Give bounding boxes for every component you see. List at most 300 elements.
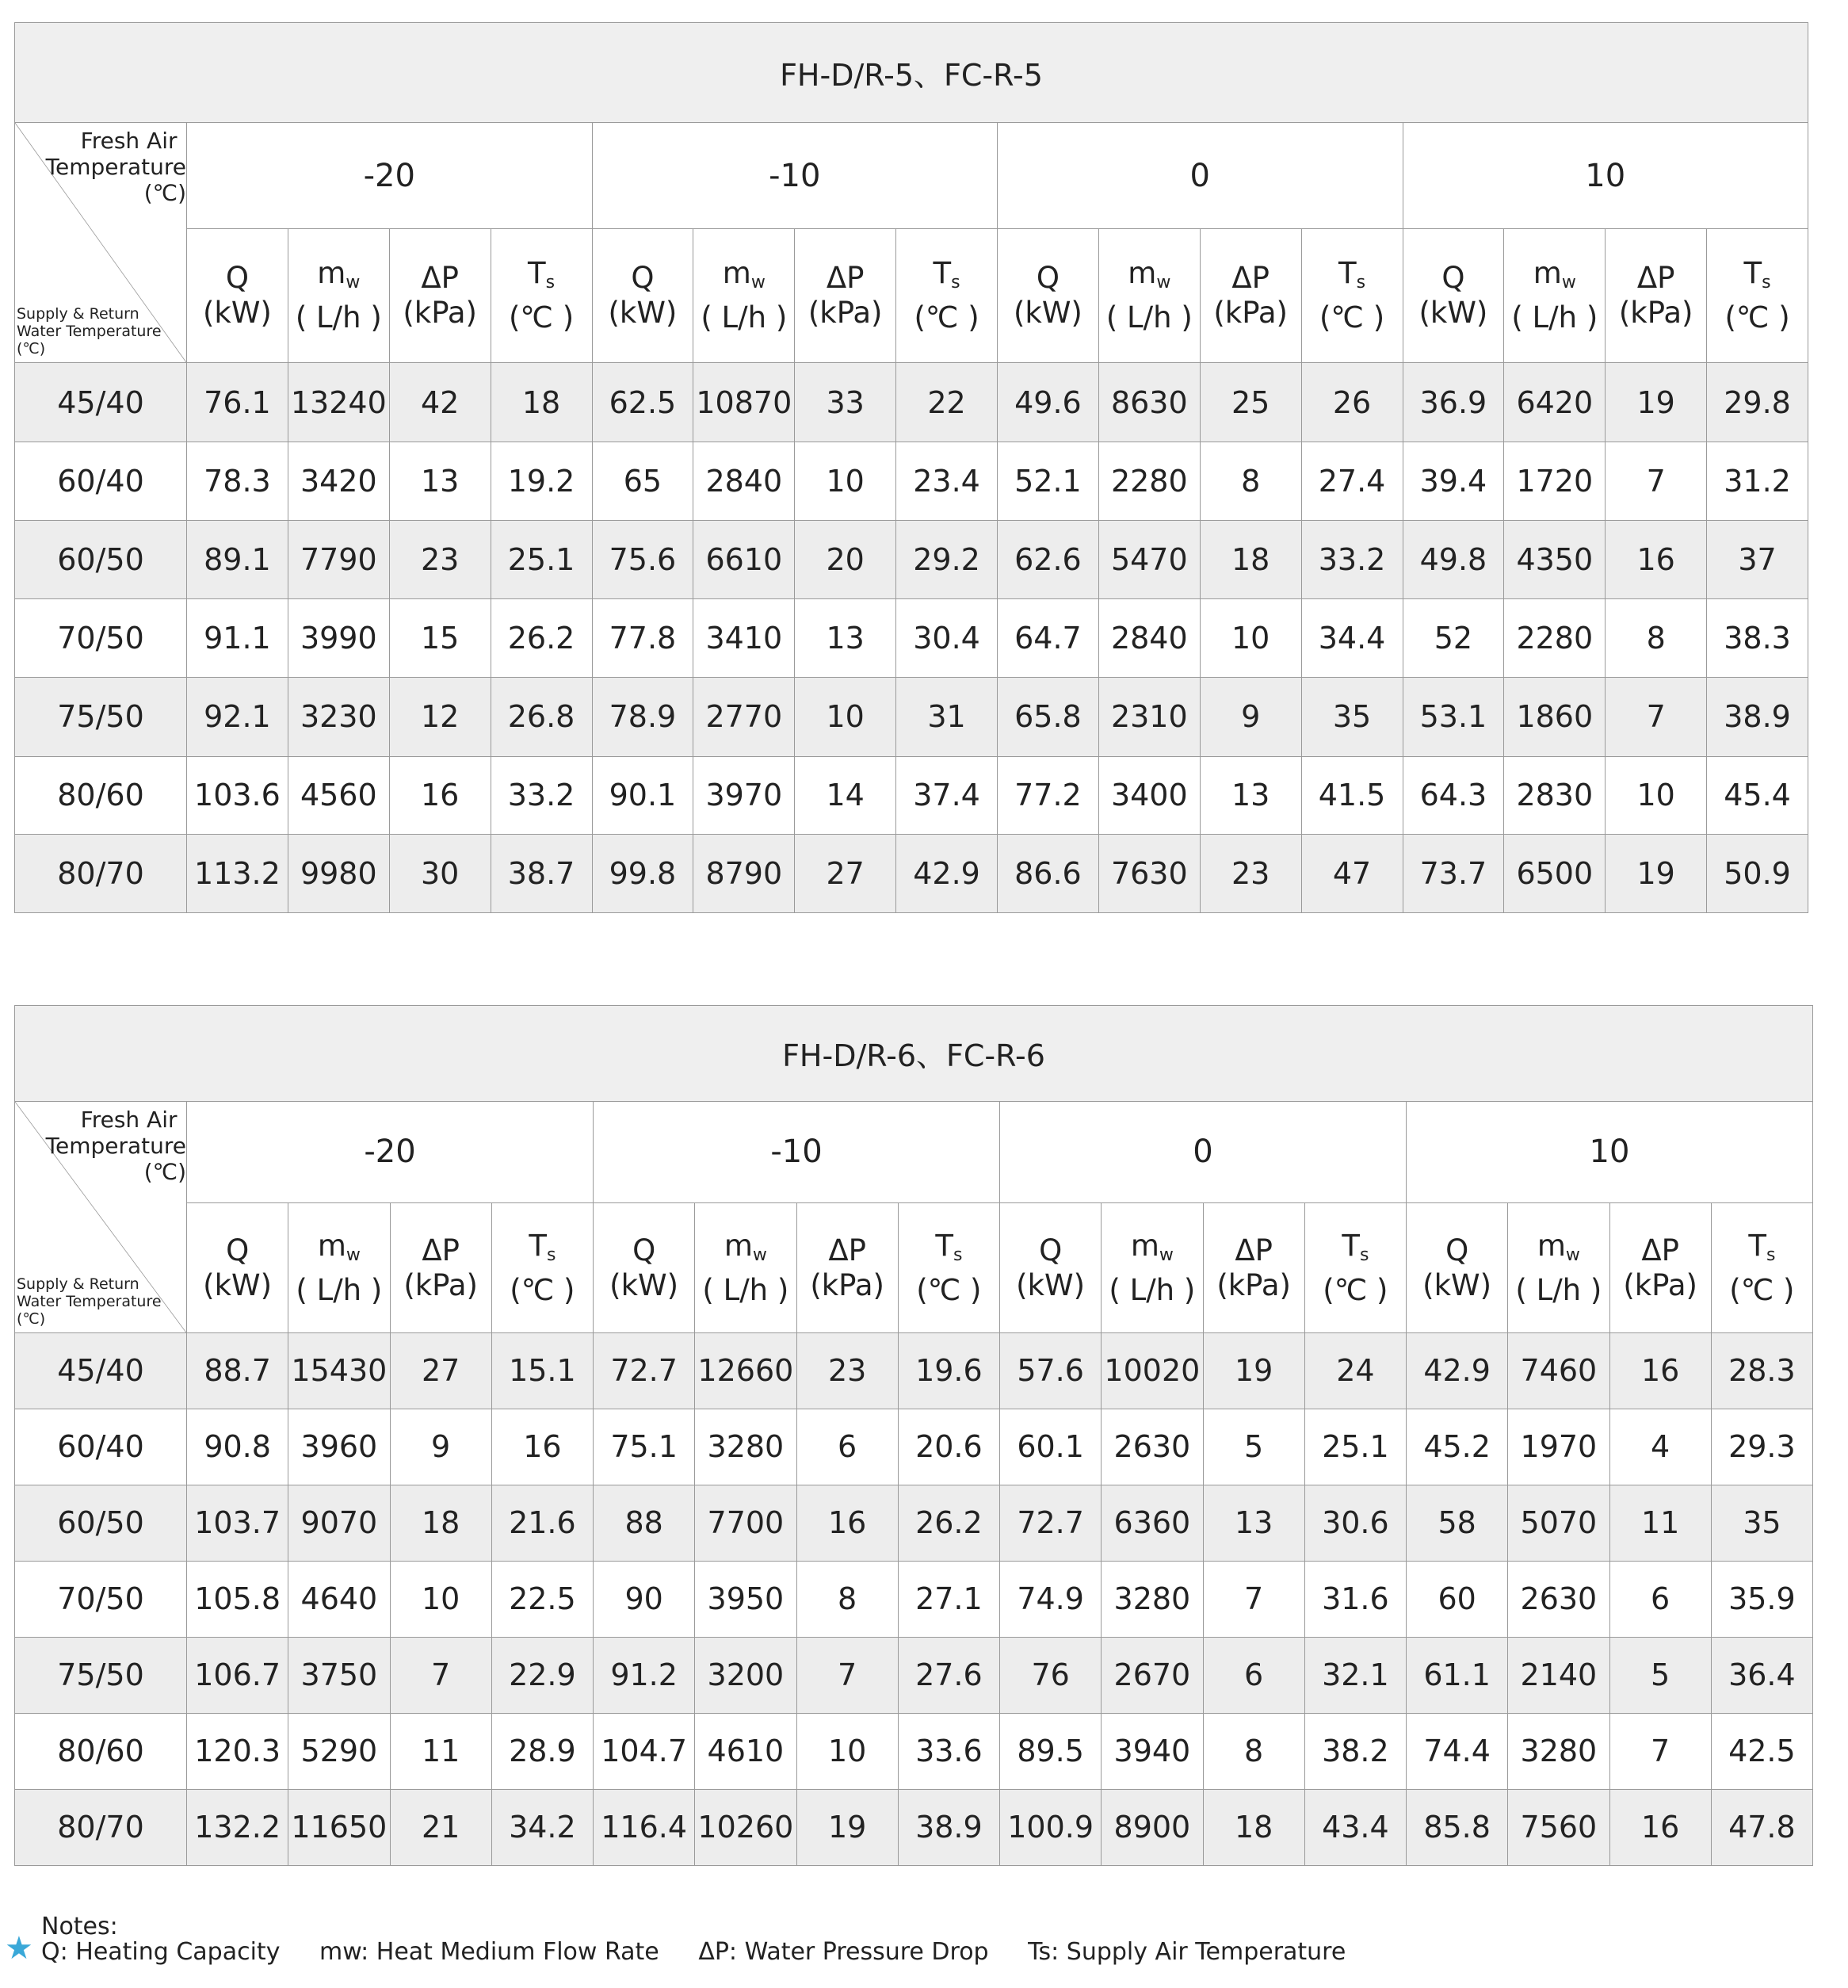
star-icon: ★ bbox=[5, 1930, 33, 1967]
col-dp-unit: (kPa) bbox=[403, 296, 477, 331]
table-title: FH-D/R-5、FC-R-5 bbox=[15, 23, 1808, 123]
table-cell: 19 bbox=[1606, 363, 1707, 442]
table-cell: 16 bbox=[491, 1409, 593, 1485]
table-cell: 105.8 bbox=[187, 1561, 288, 1637]
table-cell: 22 bbox=[896, 363, 998, 442]
table-cell: 4560 bbox=[288, 756, 389, 835]
table-cell: 28.9 bbox=[491, 1713, 593, 1789]
col-dp-unit: (kPa) bbox=[1623, 1267, 1697, 1302]
table-cell: 29.3 bbox=[1711, 1409, 1812, 1485]
col-ts-sub: s bbox=[953, 1244, 963, 1265]
column-header-ts bbox=[491, 1203, 593, 1332]
col-mw-sub: w bbox=[1561, 273, 1576, 293]
table-cell: 85.8 bbox=[1407, 1789, 1508, 1865]
table-cell: 9980 bbox=[288, 835, 389, 913]
table-cell: 25.1 bbox=[491, 520, 592, 599]
table-cell: 35 bbox=[1711, 1485, 1812, 1561]
column-header-ts bbox=[1707, 229, 1808, 363]
table-cell: 5070 bbox=[1508, 1485, 1609, 1561]
table-cell: 10260 bbox=[695, 1789, 796, 1865]
col-mw-label: m bbox=[1533, 256, 1562, 291]
table-cell: 31.2 bbox=[1707, 442, 1808, 520]
col-mw-label: m bbox=[724, 1228, 753, 1263]
col-mw-unit: ( L/h ) bbox=[1511, 300, 1598, 335]
table-cell: 7 bbox=[1606, 442, 1707, 520]
table-row bbox=[15, 1485, 1813, 1561]
col-q-label: Q bbox=[1441, 261, 1465, 296]
col-dp-label: ΔP bbox=[1641, 1233, 1679, 1267]
table-cell: 92.1 bbox=[187, 677, 288, 756]
table-cell: 7 bbox=[1609, 1713, 1711, 1789]
table-row bbox=[15, 1789, 1813, 1865]
table-cell: 7790 bbox=[288, 520, 389, 599]
supply-return-label bbox=[17, 1275, 162, 1328]
table-cell: 47 bbox=[1301, 835, 1403, 913]
col-ts-sub: s bbox=[545, 273, 556, 293]
table-cell: 23 bbox=[796, 1332, 898, 1409]
col-mw-unit: ( L/h ) bbox=[701, 300, 788, 335]
table-cell: 3200 bbox=[695, 1637, 796, 1713]
col-dp-unit: (kPa) bbox=[808, 296, 883, 331]
table-cell: 5290 bbox=[288, 1713, 390, 1789]
table-cell: 58 bbox=[1407, 1485, 1508, 1561]
table-cell: 37.4 bbox=[896, 756, 998, 835]
col-q-label: Q bbox=[631, 261, 655, 296]
row-label: 60/50 bbox=[15, 520, 187, 599]
table-cell: 19 bbox=[1203, 1332, 1304, 1409]
table-cell: 7630 bbox=[1098, 835, 1200, 913]
col-ts-unit: (℃ ) bbox=[914, 300, 979, 335]
table-cell: 64.3 bbox=[1403, 756, 1504, 835]
table-cell: 31.6 bbox=[1304, 1561, 1406, 1637]
column-header-ts bbox=[1301, 229, 1403, 363]
table-cell: 91.2 bbox=[594, 1637, 695, 1713]
col-q-unit: (kW) bbox=[609, 1267, 679, 1302]
table-cell: 33.6 bbox=[898, 1713, 999, 1789]
col-dp-label: ΔP bbox=[421, 261, 459, 296]
column-header-q bbox=[187, 229, 288, 363]
table-cell: 18 bbox=[390, 1485, 491, 1561]
table-cell: 8 bbox=[1200, 442, 1301, 520]
table-cell: 3420 bbox=[288, 442, 389, 520]
col-ts-unit: (℃ ) bbox=[1323, 1272, 1388, 1307]
table-cell: 19 bbox=[796, 1789, 898, 1865]
table-cell: 89.1 bbox=[187, 520, 288, 599]
col-q-label: Q bbox=[1039, 1233, 1063, 1267]
table-cell: 6360 bbox=[1102, 1485, 1203, 1561]
table-cell: 2140 bbox=[1508, 1637, 1609, 1713]
col-mw-unit: ( L/h ) bbox=[295, 300, 382, 335]
table-cell: 13 bbox=[389, 442, 491, 520]
col-dp-label: ΔP bbox=[1636, 261, 1675, 296]
col-mw-unit: ( L/h ) bbox=[702, 1272, 789, 1307]
table-cell: 10020 bbox=[1102, 1332, 1203, 1409]
table-cell: 78.9 bbox=[592, 677, 693, 756]
table-cell: 18 bbox=[491, 363, 592, 442]
table-cell: 19.2 bbox=[491, 442, 592, 520]
table-cell: 10 bbox=[796, 1713, 898, 1789]
col-mw-sub: w bbox=[346, 273, 361, 293]
table-cell: 74.9 bbox=[1000, 1561, 1102, 1637]
table-cell: 53.1 bbox=[1403, 677, 1504, 756]
table-cell: 76 bbox=[1000, 1637, 1102, 1713]
col-q-unit: (kW) bbox=[1422, 1267, 1492, 1302]
table-cell: 72.7 bbox=[1000, 1485, 1102, 1561]
table-cell: 25 bbox=[1200, 363, 1301, 442]
table-cell: 26 bbox=[1301, 363, 1403, 442]
row-label: 80/60 bbox=[15, 756, 187, 835]
table-cell: 29.2 bbox=[896, 520, 998, 599]
air-temp-header: 10 bbox=[1403, 123, 1808, 229]
table-cell: 27.6 bbox=[898, 1637, 999, 1713]
air-temp-header: -20 bbox=[187, 123, 593, 229]
note-item: mw: Heat Medium Flow Rate bbox=[319, 1938, 659, 1966]
table-cell: 2770 bbox=[693, 677, 795, 756]
table-cell: 120.3 bbox=[187, 1713, 288, 1789]
table-cell: 3750 bbox=[288, 1637, 390, 1713]
table-cell: 11 bbox=[390, 1713, 491, 1789]
table-cell: 116.4 bbox=[594, 1789, 695, 1865]
col-mw-sub: w bbox=[1565, 1244, 1580, 1265]
table-cell: 19.6 bbox=[898, 1332, 999, 1409]
table-title: FH-D/R-6、FC-R-6 bbox=[15, 1006, 1813, 1102]
table-cell: 42.5 bbox=[1711, 1713, 1812, 1789]
performance-table-1 bbox=[14, 22, 1808, 913]
column-header-ts bbox=[491, 229, 592, 363]
supply-line-3: (℃) bbox=[17, 340, 46, 358]
col-dp-label: ΔP bbox=[1235, 1233, 1273, 1267]
col-q-unit: (kW) bbox=[608, 296, 678, 331]
table-cell: 3970 bbox=[693, 756, 795, 835]
table-cell: 39.4 bbox=[1403, 442, 1504, 520]
table-cell: 2830 bbox=[1504, 756, 1606, 835]
table-cell: 23 bbox=[1200, 835, 1301, 913]
column-header-q bbox=[1403, 229, 1504, 363]
table-cell: 29.8 bbox=[1707, 363, 1808, 442]
table-cell: 21 bbox=[390, 1789, 491, 1865]
table-cell: 24 bbox=[1304, 1332, 1406, 1409]
table-cell: 22.9 bbox=[491, 1637, 593, 1713]
table-cell: 2840 bbox=[693, 442, 795, 520]
table-cell: 3990 bbox=[288, 599, 389, 678]
column-header-mw bbox=[695, 1203, 796, 1332]
table-cell: 113.2 bbox=[187, 835, 288, 913]
col-q-unit: (kW) bbox=[1418, 296, 1488, 331]
column-header-dp bbox=[1200, 229, 1301, 363]
row-label: 60/40 bbox=[15, 442, 187, 520]
table-cell: 4 bbox=[1609, 1409, 1711, 1485]
table-row bbox=[15, 599, 1808, 678]
table-cell: 10 bbox=[390, 1561, 491, 1637]
table-cell: 23.4 bbox=[896, 442, 998, 520]
column-header-ts bbox=[896, 229, 998, 363]
table-row bbox=[15, 677, 1808, 756]
fresh-air-line-1: Fresh Air bbox=[80, 128, 178, 155]
table-cell: 16 bbox=[796, 1485, 898, 1561]
table-cell: 15.1 bbox=[491, 1332, 593, 1409]
note-item: ΔP: Water Pressure Drop bbox=[698, 1938, 989, 1966]
table-cell: 42.9 bbox=[1407, 1332, 1508, 1409]
table-cell: 2280 bbox=[1098, 442, 1200, 520]
table-row bbox=[15, 363, 1808, 442]
table-cell: 12 bbox=[389, 677, 491, 756]
col-ts-unit: (℃ ) bbox=[510, 1272, 575, 1307]
col-q-label: Q bbox=[226, 1233, 250, 1267]
table-cell: 4610 bbox=[695, 1713, 796, 1789]
column-header-q bbox=[1000, 1203, 1102, 1332]
note-item: Q: Heating Capacity bbox=[41, 1938, 281, 1966]
col-dp-unit: (kPa) bbox=[1213, 296, 1288, 331]
table-cell: 62.6 bbox=[998, 520, 1099, 599]
col-ts-sub: s bbox=[951, 273, 960, 293]
table-cell: 7560 bbox=[1508, 1789, 1609, 1865]
table-cell: 3960 bbox=[288, 1409, 390, 1485]
table-cell: 43.4 bbox=[1304, 1789, 1406, 1865]
table-cell: 6 bbox=[796, 1409, 898, 1485]
column-header-mw bbox=[693, 229, 795, 363]
col-q-label: Q bbox=[632, 1233, 656, 1267]
table-cell: 52 bbox=[1403, 599, 1504, 678]
table-cell: 4640 bbox=[288, 1561, 390, 1637]
table-cell: 75.6 bbox=[592, 520, 693, 599]
col-mw-label: m bbox=[1130, 1228, 1159, 1263]
col-dp-label: ΔP bbox=[1231, 261, 1270, 296]
table-cell: 76.1 bbox=[187, 363, 288, 442]
col-mw-sub: w bbox=[752, 1244, 767, 1265]
table-cell: 7 bbox=[390, 1637, 491, 1713]
table-cell: 10 bbox=[795, 442, 896, 520]
table-cell: 30.4 bbox=[896, 599, 998, 678]
table-cell: 2630 bbox=[1508, 1561, 1609, 1637]
table-cell: 3400 bbox=[1098, 756, 1200, 835]
table-cell: 1720 bbox=[1504, 442, 1606, 520]
table-cell: 22.5 bbox=[491, 1561, 593, 1637]
row-label: 45/40 bbox=[15, 1332, 187, 1409]
table-cell: 26.2 bbox=[491, 599, 592, 678]
table-cell: 47.8 bbox=[1711, 1789, 1812, 1865]
fresh-air-label bbox=[46, 128, 186, 206]
row-label: 45/40 bbox=[15, 363, 187, 442]
col-mw-sub: w bbox=[346, 1244, 361, 1265]
table-cell: 16 bbox=[389, 756, 491, 835]
col-ts-unit: (℃ ) bbox=[1724, 300, 1790, 335]
table-cell: 31 bbox=[896, 677, 998, 756]
table-cell: 62.5 bbox=[592, 363, 693, 442]
col-q-unit: (kW) bbox=[203, 1267, 273, 1302]
fresh-air-line-2: Temperature bbox=[45, 1132, 186, 1159]
col-q-label: Q bbox=[1445, 1233, 1469, 1267]
air-temp-header: 0 bbox=[998, 123, 1403, 229]
table-cell: 3940 bbox=[1102, 1713, 1203, 1789]
table-cell: 6 bbox=[1203, 1637, 1304, 1713]
table-row bbox=[15, 1561, 1813, 1637]
table-cell: 42.9 bbox=[896, 835, 998, 913]
table-cell: 88.7 bbox=[187, 1332, 288, 1409]
column-header-dp bbox=[1203, 1203, 1304, 1332]
column-header-mw bbox=[288, 1203, 390, 1332]
col-ts-unit: (℃ ) bbox=[916, 1272, 982, 1307]
col-mw-unit: ( L/h ) bbox=[1105, 300, 1193, 335]
table-cell: 52.1 bbox=[998, 442, 1099, 520]
table-cell: 73.7 bbox=[1403, 835, 1504, 913]
table-cell: 28.3 bbox=[1711, 1332, 1812, 1409]
air-temp-header: -10 bbox=[594, 1101, 1000, 1203]
table-row bbox=[15, 835, 1808, 913]
table-cell: 60.1 bbox=[1000, 1409, 1102, 1485]
table-cell: 38.7 bbox=[491, 835, 592, 913]
table-cell: 49.6 bbox=[998, 363, 1099, 442]
header-corner bbox=[15, 123, 187, 363]
table-cell: 5470 bbox=[1098, 520, 1200, 599]
table-cell: 4350 bbox=[1504, 520, 1606, 599]
table-cell: 21.6 bbox=[491, 1485, 593, 1561]
table-cell: 90.1 bbox=[592, 756, 693, 835]
table-cell: 8 bbox=[796, 1561, 898, 1637]
table-cell: 37 bbox=[1707, 520, 1808, 599]
table-row bbox=[15, 1713, 1813, 1789]
table-cell: 3280 bbox=[1508, 1713, 1609, 1789]
col-q-label: Q bbox=[1036, 261, 1060, 296]
col-mw-label: m bbox=[1128, 256, 1157, 291]
table-cell: 103.6 bbox=[187, 756, 288, 835]
table-cell: 41.5 bbox=[1301, 756, 1403, 835]
col-mw-unit: ( L/h ) bbox=[1515, 1272, 1602, 1307]
table-cell: 77.2 bbox=[998, 756, 1099, 835]
table-cell: 30 bbox=[389, 835, 491, 913]
table-cell: 65 bbox=[592, 442, 693, 520]
col-q-label: Q bbox=[225, 261, 249, 296]
table-cell: 8 bbox=[1606, 599, 1707, 678]
table-row bbox=[15, 1409, 1813, 1485]
col-mw-label: m bbox=[317, 256, 346, 291]
table-cell: 5 bbox=[1203, 1409, 1304, 1485]
table-cell: 34.2 bbox=[491, 1789, 593, 1865]
table-cell: 99.8 bbox=[592, 835, 693, 913]
table-row bbox=[15, 442, 1808, 520]
table-cell: 16 bbox=[1606, 520, 1707, 599]
column-header-q bbox=[187, 1203, 288, 1332]
table-cell: 6500 bbox=[1504, 835, 1606, 913]
table-cell: 14 bbox=[795, 756, 896, 835]
table-cell: 27.4 bbox=[1301, 442, 1403, 520]
column-header-dp bbox=[1609, 1203, 1711, 1332]
col-ts-label: T bbox=[1743, 256, 1762, 291]
table-cell: 64.7 bbox=[998, 599, 1099, 678]
column-header-q bbox=[594, 1203, 695, 1332]
table-cell: 34.4 bbox=[1301, 599, 1403, 678]
table-cell: 7 bbox=[1203, 1561, 1304, 1637]
table-cell: 33.2 bbox=[1301, 520, 1403, 599]
table-cell: 65.8 bbox=[998, 677, 1099, 756]
col-dp-unit: (kPa) bbox=[403, 1267, 478, 1302]
column-header-dp bbox=[796, 1203, 898, 1332]
air-temp-header: 0 bbox=[1000, 1101, 1407, 1203]
col-ts-label: T bbox=[1342, 1228, 1360, 1263]
table-cell: 86.6 bbox=[998, 835, 1099, 913]
header-corner bbox=[15, 1101, 187, 1332]
supply-line-1: Supply & Return bbox=[17, 1275, 139, 1293]
table-cell: 10870 bbox=[693, 363, 795, 442]
table-cell: 42 bbox=[389, 363, 491, 442]
col-q-unit: (kW) bbox=[1013, 296, 1082, 331]
table-cell: 3280 bbox=[1102, 1561, 1203, 1637]
row-label: 80/60 bbox=[15, 1713, 187, 1789]
table-cell: 18 bbox=[1200, 520, 1301, 599]
row-label: 70/50 bbox=[15, 1561, 187, 1637]
table-cell: 11 bbox=[1609, 1485, 1711, 1561]
col-ts-sub: s bbox=[1359, 1244, 1369, 1265]
col-ts-label: T bbox=[1338, 256, 1357, 291]
table-cell: 3230 bbox=[288, 677, 389, 756]
table-cell: 6610 bbox=[693, 520, 795, 599]
table-cell: 20.6 bbox=[898, 1409, 999, 1485]
air-temp-header: 10 bbox=[1407, 1101, 1813, 1203]
col-mw-sub: w bbox=[1156, 273, 1171, 293]
row-label: 80/70 bbox=[15, 1789, 187, 1865]
table-cell: 19 bbox=[1606, 835, 1707, 913]
table-cell: 32.1 bbox=[1304, 1637, 1406, 1713]
col-ts-label: T bbox=[933, 256, 952, 291]
table-cell: 2310 bbox=[1098, 677, 1200, 756]
col-mw-label: m bbox=[317, 1228, 346, 1263]
row-label: 60/40 bbox=[15, 1409, 187, 1485]
table-cell: 61.1 bbox=[1407, 1637, 1508, 1713]
col-ts-sub: s bbox=[1356, 273, 1366, 293]
fresh-air-line-2: Temperature bbox=[45, 154, 186, 181]
table-cell: 10 bbox=[1200, 599, 1301, 678]
table-cell: 1970 bbox=[1508, 1409, 1609, 1485]
col-mw-label: m bbox=[1537, 1228, 1566, 1263]
table-cell: 50.9 bbox=[1707, 835, 1808, 913]
notes-title: Notes: bbox=[41, 1913, 118, 1940]
table-cell: 10 bbox=[795, 677, 896, 756]
table-cell: 35.9 bbox=[1711, 1561, 1812, 1637]
table-cell: 16 bbox=[1609, 1789, 1711, 1865]
table-cell: 27 bbox=[795, 835, 896, 913]
table-cell: 8900 bbox=[1102, 1789, 1203, 1865]
column-header-dp bbox=[389, 229, 491, 363]
column-header-q bbox=[998, 229, 1099, 363]
supply-line-2: Water Temperature bbox=[17, 323, 162, 341]
col-dp-unit: (kPa) bbox=[1216, 1267, 1291, 1302]
table-cell: 12660 bbox=[695, 1332, 796, 1409]
table-cell: 13240 bbox=[288, 363, 389, 442]
table-cell: 38.3 bbox=[1707, 599, 1808, 678]
table-cell: 38.9 bbox=[898, 1789, 999, 1865]
table-cell: 36.4 bbox=[1711, 1637, 1812, 1713]
col-ts-label: T bbox=[935, 1228, 953, 1263]
table-cell: 88 bbox=[594, 1485, 695, 1561]
table-row bbox=[15, 520, 1808, 599]
table-cell: 8790 bbox=[693, 835, 795, 913]
table-cell: 45.2 bbox=[1407, 1409, 1508, 1485]
column-header-ts bbox=[898, 1203, 999, 1332]
table-row bbox=[15, 756, 1808, 835]
col-dp-label: ΔP bbox=[422, 1233, 460, 1267]
table-cell: 2280 bbox=[1504, 599, 1606, 678]
supply-line-2: Water Temperature bbox=[17, 1292, 162, 1310]
table-cell: 3410 bbox=[693, 599, 795, 678]
table-cell: 23 bbox=[389, 520, 491, 599]
table-cell: 91.1 bbox=[187, 599, 288, 678]
table-row bbox=[15, 1637, 1813, 1713]
col-ts-sub: s bbox=[546, 1244, 556, 1265]
col-dp-unit: (kPa) bbox=[1618, 296, 1693, 331]
row-label: 60/50 bbox=[15, 1485, 187, 1561]
air-temp-header: -20 bbox=[187, 1101, 594, 1203]
table-cell: 13 bbox=[1200, 756, 1301, 835]
fresh-air-line-1: Fresh Air bbox=[80, 1106, 178, 1133]
